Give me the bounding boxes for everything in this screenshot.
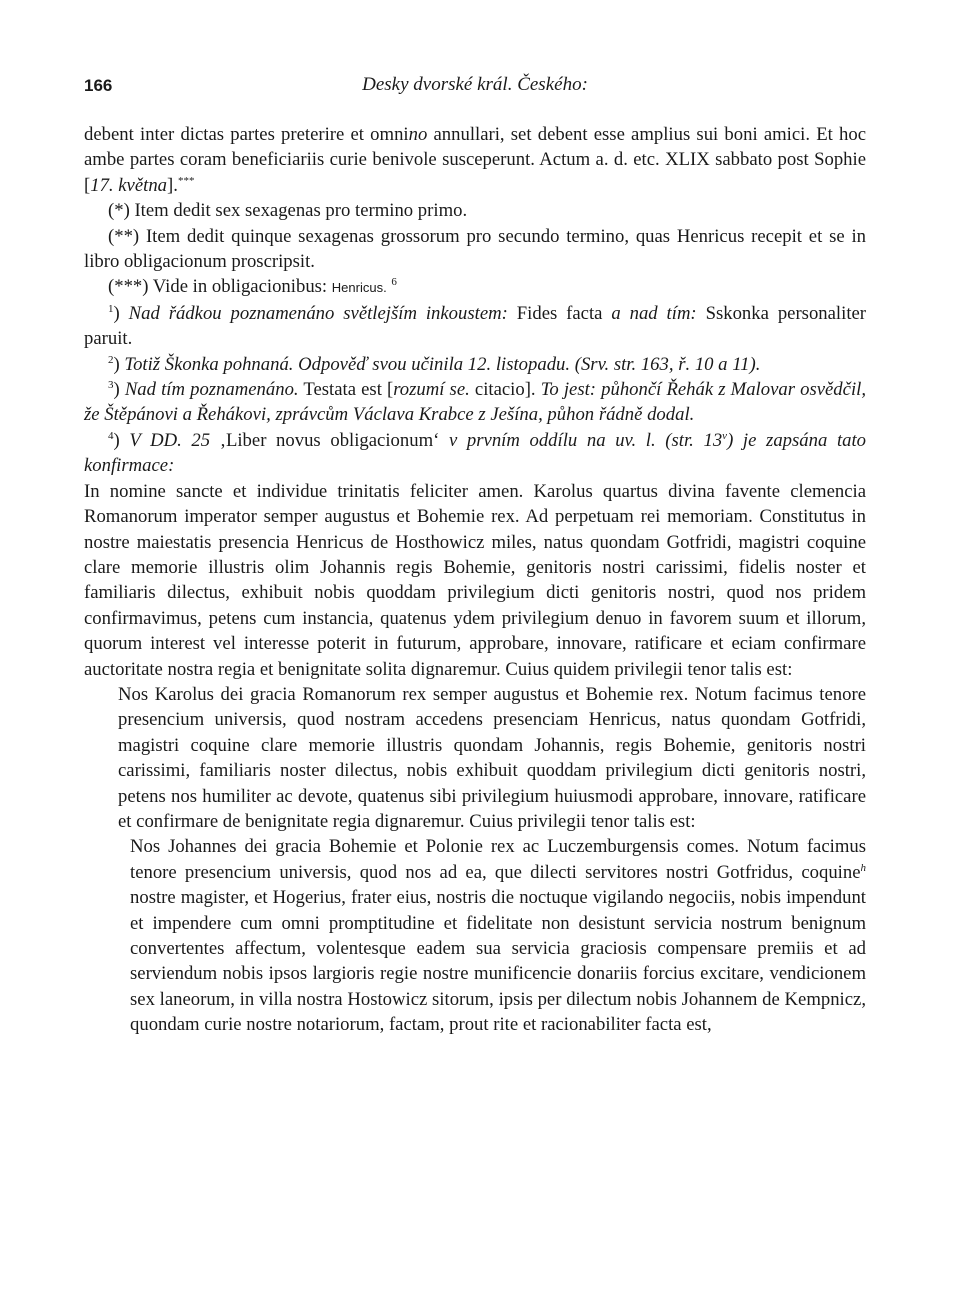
charter-inner-privilege (84, 834, 866, 1037)
text-run: ) (113, 353, 125, 375)
footnote-number: 4 (108, 429, 114, 442)
text-run: Testata est [ (298, 379, 394, 401)
text-run: ) (113, 379, 125, 401)
note-3 (84, 274, 866, 300)
text-run: debent inter dictas partes preterire et omni (84, 124, 409, 145)
text-run: no (408, 124, 428, 145)
text-run: Fides facta (507, 302, 612, 324)
text-run: v (722, 429, 728, 442)
text-run: Henricus. (331, 280, 387, 296)
charter-text: In nomine sancte et individue trinitatis feliciter amen. Karolus quartus divina favente clemencia Romanorum imperator semper augustus et Bohemie rex. Ad perpetuam rei memoriam. Constitutus in nostre maiestatis presencia Henricus de Hosthowicz miles, natus quondam Gotfridi, magistri coquine clare memorie illustris olim Johannis regis Bohemie, genitoris nostri carissimi, fidelis noster et familiaris dilectus, exhibuit nobis quoddam privilegium dicti genitoris nostri, quod nos pridem confirmavimus, petens cum instancia, quatenus ydem privilegium denuo in favorem suum et illorum, quorum interest vel interesse poterit in futurum, approbare, innovare, ratificare et eciam confirmare auctoritate nostra regia et benignitate solita dignaremur. Cuius quidem privilegii tenor talis est: (84, 480, 866, 680)
text-run: rozumí se. (393, 379, 470, 401)
entry-paragraph (84, 122, 866, 198)
text-run: ) je zapsána tato konfirmace: (84, 429, 867, 477)
text-run: ‚Liber novus obligacionum‘ (210, 429, 449, 451)
footnote-number: 2 (108, 353, 114, 366)
document-page (84, 70, 866, 1038)
footnote-mark: h (860, 861, 866, 874)
text-run: ) (113, 302, 129, 324)
text-run: 17. května (90, 174, 168, 196)
note-1: (*) Item dedit sex sexagenas pro termino primo. (108, 200, 468, 222)
text-run: a nad tím: (611, 302, 697, 324)
charter-quoted-privilege: Nos Karolus dei gracia Romanorum rex semper augustus et Bohemie rex. Notum facimus tenore presencium universis, quod nostram accedens presenciam Henricus, natus quondam Gotfridi, magistri coquine clare memorie illustris quondam Johannis, regis Bohemie, genitoris nostri carissimi, familiaris noster dilectus, nobis exhibuit quoddam privilegium dicti genitoris nostri, petens nos humiliter ac devote, quatenus sibi privilegium huiusmodi approbare, innovare, ratificare et confirmare de benignitate regia dignaremur. Cuius privilegii tenor talis est: (118, 683, 866, 832)
text-run: annullari, set debent esse amplius sui boni amici. Et hoc ambe partes coram beneficiariis curie benivole susceperunt. Actum a. d. etc. XLIX sabbato post Sophie [ (84, 124, 866, 196)
text-run: v prvním oddílu na uv. l. (str. 13 (448, 429, 723, 451)
text-run: nostre magister, et Hogerius, frater eius, nostris die noctuque vigilando negociis, nobis impendunt et impendere cum omni promptitudine et fidelitate non desistunt servicia nostrum benignum convertentes affectum, volentesque eadem sua servicia graciosis compensare premiis et ad serviendum nobis ipsos largioris regie nostre munificencie donariis forcius excitare, vendicionem sex laneorum, in villa nostra Hostowicz sitorum, ipsis per dilectum nobis Johannem de Kempnicz, quondam curie nostre notariorum, factam, prout rite et racionabiliter facta est, (130, 887, 866, 1036)
page-number: 166 (84, 76, 113, 95)
text-run: ) (113, 429, 130, 451)
footnote-4 (84, 428, 866, 479)
text-run: Sskonka personaliter paruit. (84, 302, 867, 350)
running-title: Desky dvorské král. Českého: (362, 74, 588, 95)
text-run: (***) Vide in obligacionibus: (108, 276, 332, 298)
text-run: Nad tím poznamenáno. (124, 379, 299, 401)
footnote-2 (84, 352, 866, 377)
text-run: citacio]. (469, 379, 541, 401)
text-run: ]. (167, 174, 178, 196)
text-run: To jest: půhončí Řehák z Malovar osvědčil, že Štěpánovi a Řehákovi, zprávcům Václava Krabce z Ješína, půhon řádně dodal. (84, 379, 867, 426)
page-body (84, 122, 866, 1038)
footnote-3 (84, 377, 866, 428)
page-header (84, 70, 866, 106)
text-run: Nos Johannes dei gracia Bohemie et Polonie rex ac Luczemburgensis comes. Notum facimus tenore presencium universis, quod nos ad ea, que dilecti servitores nostri Gotfridus, coquine (130, 836, 866, 883)
text-run: V DD. 25 (129, 429, 211, 451)
footnote-mark: *** (177, 174, 195, 187)
note-2: (**) Item dedit quinque sexagenas grossorum pro secundo termino, quas Henricus recepit et se in libro obligacionum proscripsit. (84, 225, 866, 273)
footnote-number: 1 (108, 302, 114, 315)
footnote-number: 3 (108, 378, 114, 391)
text-run: Nad řádkou poznamenáno světlejším inkoustem: (128, 302, 508, 324)
footnote-1 (84, 301, 866, 352)
text-run: Totiž Škonka pohnaná. Odpověď svou učinila 12. listopadu. (Srv. str. 163, ř. 10 a 11). (124, 353, 761, 375)
footnote-mark: 6 (391, 276, 397, 289)
